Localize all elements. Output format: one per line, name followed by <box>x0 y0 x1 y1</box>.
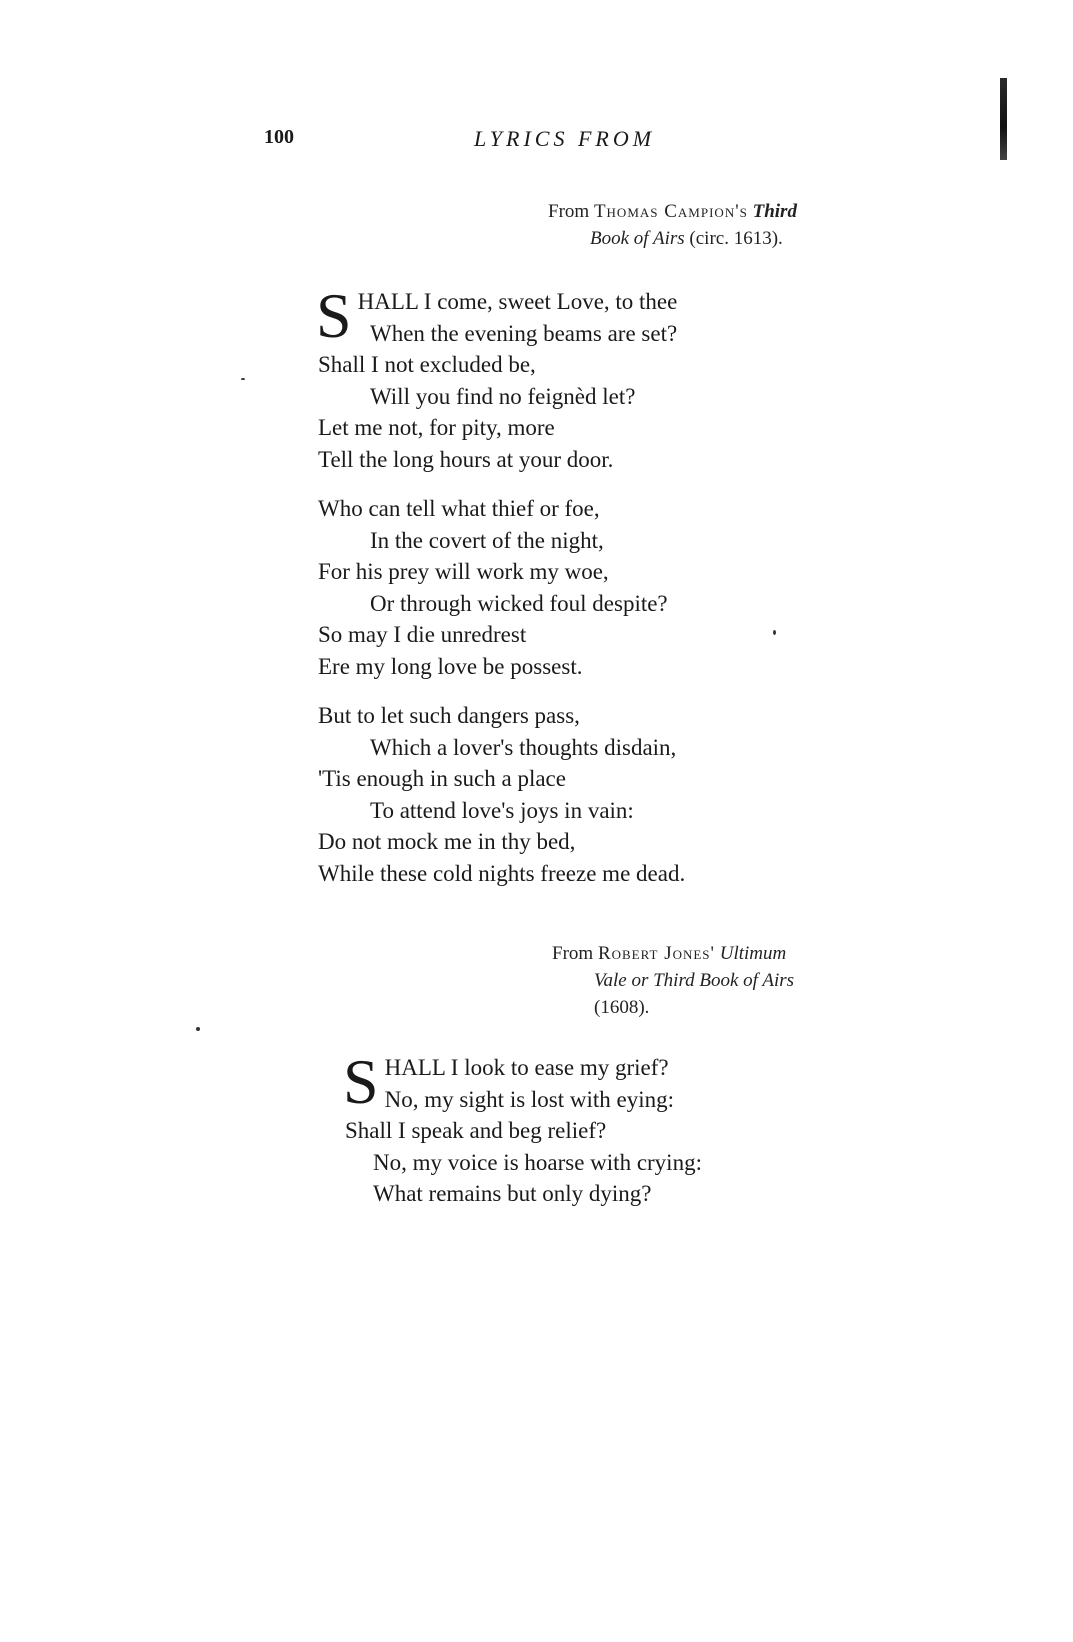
verse-line: So may I die unredrest <box>318 622 527 647</box>
verse-line: Or through wicked foul despite? <box>370 590 668 616</box>
attribution-work-title: Third <box>752 201 797 222</box>
verse-line: Shall I speak and beg relief? <box>345 1118 607 1143</box>
attribution-line-3 <box>552 994 794 1021</box>
attribution-line-1 <box>552 940 794 967</box>
verse-line: Shall I not excluded be, <box>318 352 536 377</box>
verse-line: Ere my long love be possest. <box>318 653 583 679</box>
attribution-prefix: From <box>552 943 598 964</box>
verse-line: When the evening beams are set? <box>370 320 678 346</box>
verse-line: Will you find no feignèd let? <box>370 383 636 409</box>
running-head: LYRICS FROM <box>474 126 656 151</box>
attribution-line-2 <box>552 967 794 994</box>
attribution-work-title-cont: Vale or Third Book of Airs <box>594 970 795 991</box>
verse-line: But to let such dangers pass, <box>318 703 580 728</box>
attribution-date: (1608). <box>594 997 650 1018</box>
stanza-1 <box>316 280 685 475</box>
stanza-1 <box>343 1046 702 1210</box>
verse-line: For his prey will work my woe, <box>318 559 609 584</box>
attribution-jones <box>552 940 794 1021</box>
verse-line: Tell the long hours at your door. <box>318 446 614 472</box>
verse-line: HALL I come, sweet Love, to thee <box>357 289 678 314</box>
verse-line: No, my sight is lost with eying: <box>384 1086 675 1112</box>
verse-line: To attend love's joys in vain: <box>370 797 634 823</box>
attribution-author: Thomas Campion's <box>593 201 748 222</box>
page-edge-mark <box>1000 78 1007 160</box>
poem-jones <box>343 1046 702 1228</box>
verse-line: What remains but only dying? <box>373 1181 652 1206</box>
verse-line: No, my voice is hoarse with crying: <box>373 1149 702 1175</box>
drop-cap: S <box>316 280 352 351</box>
verse-line: Which a lover's thoughts disdain, <box>370 734 677 760</box>
poem-campion <box>316 280 686 907</box>
scan-speck <box>241 378 245 380</box>
verse-line: Let me not, for pity, more <box>318 415 555 440</box>
verse-line: 'Tis enough in such a place <box>318 766 566 791</box>
scan-speck <box>773 630 776 635</box>
stanza-3 <box>318 700 685 889</box>
attribution-date: (circ. 1613). <box>689 228 783 249</box>
stanza-2 <box>318 493 685 682</box>
verse-line: Who can tell what thief or foe, <box>318 496 600 521</box>
attribution-line-2 <box>548 225 797 252</box>
verse-line: In the covert of the night, <box>370 527 604 553</box>
verse-line: While these cold nights freeze me dead. <box>318 860 686 886</box>
attribution-prefix: From <box>548 201 594 222</box>
scan-speck <box>196 1027 200 1031</box>
attribution-line-1 <box>548 198 797 225</box>
page-number: 100 <box>264 126 294 148</box>
attribution-campion <box>548 198 797 252</box>
drop-cap: S <box>343 1046 379 1117</box>
attribution-author: Robert Jones' <box>597 943 715 964</box>
verse-line: HALL I look to ease my grief? <box>384 1055 669 1080</box>
attribution-work-title-cont: Book of Airs <box>590 228 685 249</box>
attribution-work-title: Ultimum <box>719 943 787 964</box>
verse-line: Do not mock me in thy bed, <box>318 829 576 854</box>
